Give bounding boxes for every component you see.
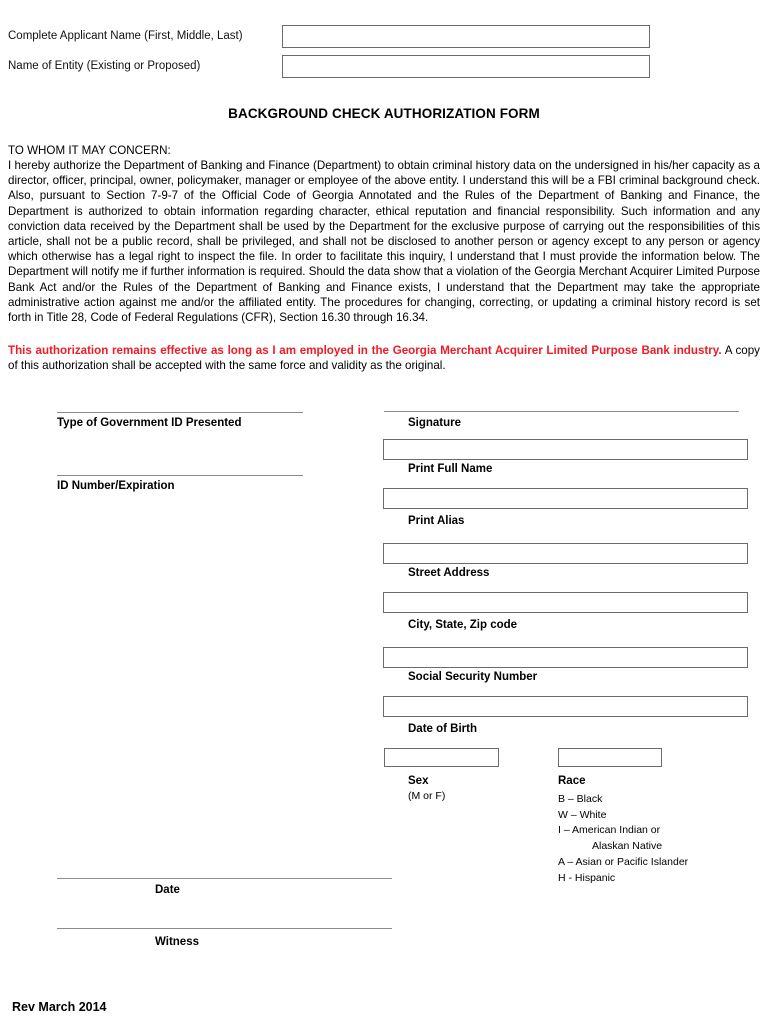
print-alias-label: Print Alias [408, 515, 465, 527]
entity-name-input[interactable] [282, 55, 650, 78]
effective-notice [8, 343, 760, 373]
id-number-line[interactable] [57, 475, 303, 476]
revision-footer: Rev March 2014 [12, 1000, 107, 1014]
print-full-name-label: Print Full Name [408, 463, 493, 475]
effective-notice-rest: A copy of this authorization shall be accepted with the same force and validity as the original. [8, 344, 760, 373]
signature-label: Signature [408, 417, 462, 429]
entity-name-row [8, 53, 760, 79]
sex-input[interactable] [384, 748, 499, 767]
effective-notice-bold: This authorization remains effective as long as I am employed in the Georgia Merchant Acquirer Limited Purpose Bank industry. [8, 344, 722, 357]
race-option-white: W – White [558, 808, 607, 821]
salutation-text: TO WHOM IT MAY CONCERN: [8, 144, 171, 157]
government-id-label: Type of Government ID Presented [57, 417, 242, 429]
witness-label: Witness [155, 936, 199, 948]
applicant-name-input[interactable] [282, 25, 650, 48]
race-option-american-indian: I – American Indian or [558, 824, 661, 837]
sex-hint: (M or F) [408, 790, 446, 802]
city-state-zip-label: City, State, Zip code [408, 619, 518, 631]
witness-line[interactable] [57, 928, 392, 929]
date-line[interactable] [57, 878, 392, 879]
signature-line[interactable] [384, 411, 739, 412]
city-state-zip-input[interactable] [383, 592, 748, 613]
entity-name-label: Name of Entity (Existing or Proposed) [8, 60, 201, 72]
race-input[interactable] [558, 748, 662, 767]
authorization-paragraph: I hereby authorize the Department of Banking and Finance (Department) to obtain criminal history data on the undersigned in his/her capacity as a director, officer, principal, owner, policymaker, manager or employee of the above entity. I understand this will be a FBI criminal background check. Also, pursuant to Section 7-9-7 of the Official Code of Georgia Annotated and the Rules of the Department of Banking and Finance, the Department is authorized to obtain information regarding character, ethical reputation and financial responsibility. Such information and any conviction data received by the Department shall be used by the Department for the exclusive purpose of carrying out the responsibilities of this article, shall not be a public record, shall be privileged, and shall not be disclosed to another person or agency except to any person or agency which otherwise has a legal right to inspect the file. In order to facilitate this inquiry, I understand that I must provide the information below. The Department will notify me if further information is required. Should the data show that a violation of the Georgia Merchant Acquirer Limited Purpose Bank Act and/or the Rules of the Department of Banking and Finance exists, I understand that the Department may take the appropriate administrative action against me and/or the affiliated entity. The procedures for changing, correcting, or updating a criminal history record is set forth in Title 28, Code of Federal Regulations (CFR), Section 16.30 through 16.34. [8, 159, 760, 325]
date-of-birth-input[interactable] [383, 696, 748, 717]
page-title: BACKGROUND CHECK AUTHORIZATION FORM [228, 106, 540, 121]
date-label: Date [155, 884, 180, 896]
print-alias-input[interactable] [383, 488, 748, 509]
street-address-label: Street Address [408, 567, 490, 579]
date-of-birth-label: Date of Birth [408, 723, 477, 735]
applicant-name-label: Complete Applicant Name (First, Middle, Last) [8, 30, 243, 42]
applicant-name-row [8, 23, 760, 49]
street-address-input[interactable] [383, 543, 748, 564]
race-option-asian-pacific-islander: A – Asian or Pacific Islander [558, 855, 689, 868]
race-option-alaskan-native: Alaskan Native [592, 840, 663, 853]
social-security-number-label: Social Security Number [408, 671, 538, 683]
race-option-hispanic: H - Hispanic [558, 871, 616, 884]
government-id-line[interactable] [57, 412, 303, 413]
race-option-black: B – Black [558, 793, 603, 805]
social-security-number-input[interactable] [383, 647, 748, 668]
race-options-list [558, 792, 758, 886]
sex-label: Sex [408, 775, 429, 787]
print-full-name-input[interactable] [383, 439, 748, 460]
race-label: Race [558, 775, 586, 787]
id-number-label: ID Number/Expiration [57, 480, 175, 492]
